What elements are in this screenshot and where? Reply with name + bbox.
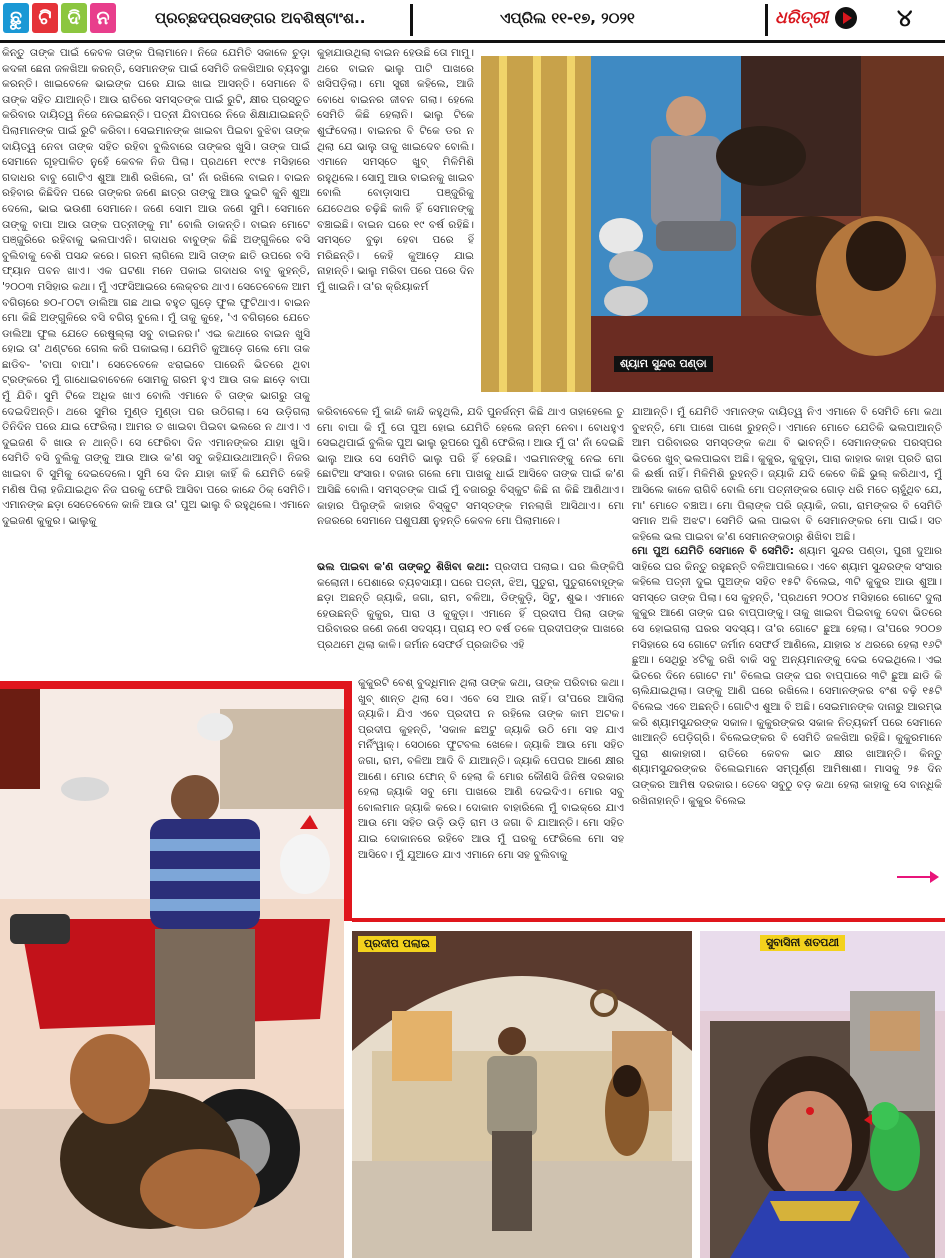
page-header xyxy=(0,0,945,43)
logo-letter-1: ଛୁ xyxy=(3,3,29,33)
logo-letter-3: ଦି xyxy=(61,3,87,33)
header-divider xyxy=(410,4,413,36)
publication-name: ଧରିତ୍ରୀ xyxy=(775,8,829,28)
article-column-1 xyxy=(2,46,310,674)
photo-pradeep-palai xyxy=(0,689,344,1258)
article-subsection-shyam xyxy=(632,544,942,916)
continue-arrow-icon xyxy=(897,876,935,878)
column-1-text: କିନ୍ତୁ ତାଙ୍କ ପାଇଁ କେବଳ ତାଙ୍କ ପିଲାମାନେ। ନିଜେ ଯେମିତି ସକାଳେ ଚୁଡ଼ା କଦଳୀ ଛେନା ଜଳଖିଆ କରନ୍ତି, ସେମାନଙ୍କ ପାଇଁ ସେମିତି ଜଳଖିଆର ବ୍ୟବସ୍ଥା କରନ୍ତି। ଖାଇବେଳେ ଭାଇଙ୍କ ଘରେ ଯାଇ ଖାଇ ଆସନ୍ତି। ସେମାନେ ବି ତାଙ୍କ ସହିତ ଯାଆନ୍ତି। ଆଉ ରାତିରେ ସମସ୍ତଙ୍କ ପାଇଁ ରୁଟି, କ୍ଷୀର ପ୍ରସ୍ତୁତ କରିବାର ଦାୟିତ୍ୱ ନିଜେ ନେଇଛନ୍ତି। ପତ୍ନୀ ଯିବାପରେ ନିଜେ ଶିକ୍ଷାଯାଇଛନ୍ତି ପିଲାମାନଙ୍କ ପାଇଁ ରୁଟି କରିବା। ସେଇମାନଙ୍କ ଖାଇବା ପିଇବା ବୁଝିବା ତାଙ୍କ ଦାୟିତ୍ୱ ନେବା ତାଙ୍କ ସହିତ ରହିବା ବୁଲିବାରେ ତାଙ୍କର ଖୁସି। ତାଙ୍କ ପାଇଁ ସେମାନେ ଗୃହପାଳିତ ନୁହେଁ କେବଳ ନିଜ ପିଲା। ପ୍ରଥମେ ୧୯୯୫ ମସିହାରେ ଗଦାଧର ବାବୁ ଗୋଟିଏ ଶୁଆ ଆଣି ରଖିଲେ, ତା' ନାଁ ରଖିଲେ ବାଇନ। ବାଇନ ରହିବାର କିଛିଦିନ ପରେ ତାଙ୍କର ଜଣେ ଛାତ୍ର ତାଙ୍କୁ ଆଉ ଦୁଇଟି କୁନି ଶୁଆ ଦେଲେ, ଭାଇ ଭଉଣୀ ସେମାନେ। ଜଣେ ସୋମ ଆଉ ଜଣେ ସୁମି। ସେମାନେ ତାଙ୍କୁ ବାପା ଆଉ ତାଙ୍କ ପତ୍ନୀଙ୍କୁ ମା' ବୋଲି ଡାକନ୍ତି। ବାଇନ ମୋଟେ ପଞ୍ଜୁରିରେ ରହିବାକୁ ଭଲପାଏନି। ଗଦାଧର ବାବୁଙ୍କ କିଛି ଅଙ୍ଗୁଳିରେ ବସି ବୁଲିବାକୁ ବେଶି ପସନ୍ଦ କରେ। ଗରମ ଲାଗିଲେ ଆସି ତାଙ୍କ ଛାତି ଉପରେ ବସି ଫ୍ୟାନ ପବନ ଖାଏ। ଏକ ଘଟଣା ମନେ ପକାଇ ଗଦାଧର ବାବୁ କୁହନ୍ତି, '୨୦୦୩ ମସିହାର କଥା। ମୁଁ ଏଫସିଆଇରେ ଲେକ୍ଚର ଥାଏ। ସେତେବେଳେ ଆମ ବଗିଚାରେ ୭୦-୮୦ଟା ଡାଲିଆ ଗଛ ଥାଇ ବହୁତ ଗୁଡ଼େ ଫୁଲ ଫୁଟିଥାଏ। ବାଇନ ମୋ କିଛି ଅଙ୍ଗୁଳିରେ ବସି ବଗିଚା ବୁଲେ। ମୁଁ ତାକୁ କୁହେ, 'ଏ ବଗିଚାରେ ଯେତେ ଡାଲିଆ ଫୁଲ ଯେତେ ରେଷୁଲ୍ଲା ସବୁ ବାଇନର।' ଏଇ କଥାରେ ବାଇନ ଖୁସି ହୋଇ ତା' ଥଣ୍ଟରେ ଗେଲ କରି ପକାଇଲା। ଯେମିତି କୁଆଡ଼େ ଗଲେ ମୋ ତାକ ଛାଡିବ- 'ବାପା ବାପା'। ସେତେବେଳେ ଝରାଇବେ ପାରେନି ଭିତରେ ଥିବା ଟ୍ରଙ୍କରେ ମୁଁ ଗାଧୋଇବାବେଳେ ସୋମକୁ ଗରମ ହୁଏ ଆଉ ତାକ ଛାଡ଼େ ବାପା ମୁଁ ଯିବି। ସୁମି ଟିକେ ଅଧିକ ଖାଏ ବୋଲି ଏମାନେ ବି ତାଙ୍କ ଭାଗରୁ ତାକୁ ଦେଇଦିଅନ୍ତି। ଥରେ ସୁମିର ମୁଣ୍ଡ ମୁଣ୍ଡା ପର ଉଠିଗଲା। ସେ ଉଡ଼ିଗଲା ତିନିଦିନ ପରେ ଯାଇ ଫେରିଲା। ଆମର ତ ଖାଇବା ପିଇବା ଭଲରେ ନ ଥାଏ। ଏ ଦୁଇଜଣ ବି ଖାଉ ନ ଥାନ୍ତି। ସେ ଫେରିବା ଦିନ ଏମାନଙ୍କର ଯାହା ଖୁସି। ସେମିତି ବସି ବୁଲିକୁ ତାଙ୍କୁ ଆଉ ଆଉ କ'ଣ ସବୁ କହିଯାଉଥାଆନ୍ତି। ନିଜର ଖାଇବା ବି ସୁମିକୁ ଦେଇଦେଲେ। ସୁମି ସେ ଦିନ ଯାହା କାହିଁ କି ଯେମିତି କେହି ମଣିଷ ପିଲା ହଜିଯାଇଥିବ ନିଜ ଘରକୁ ଫେରି ଆସିବା ପରେ କାନ୍ଦେ ଠିକ୍ ସେମିତି। ଏମାନଙ୍କ ଛଡ଼ା ସେତେବେଳେ କାଳି ଆଉ ତା' ପୁଅ ଭାଲୁ ବି ରହୁଥିଲେ। ଏମାନେ ଦୁଇଜଣ କୁକୁର। ଭାଲୁକୁ xyxy=(2,47,310,527)
subsection-text: ପ୍ରଦୀପ ପଲାଇ। ଘର ଲିଙ୍କିପି କଲୋନୀ। ପେଶାରେ ବ୍ୟବସାୟୀ। ଘରେ ପତ୍ନୀ, ଝିଅ, ପୁତୁରା, ପୁତୁରାବୋହୂଙ୍କ ଛଡ଼ା ଅଛନ୍ତି ଜ୍ୟାକି, ଜଗା, ରାମ, ବଳିଆ, ଡିଙ୍କୁଡ଼ି, ସିଟୁ, ଶୁଭ। ଏମାନେ ହେଉଛନ୍ତି କୁକୁର, ପାରା ଓ କୁକୁଡ଼ା। ଏମାନେ ହିଁ ପ୍ରଦୀପ ପିଲା ତାଙ୍କ ପରିବାରର ଜଣେ ଜଣେ ସଦସ୍ୟ। ପ୍ରାୟ ୧୦ ବର୍ଷ ତଳେ ପ୍ରଦୀପଙ୍କ ପାଖରେ ପ୍ରଥମେ ଥିଲା କାଳି। ଜର୍ମାନ ସେଫର୍ଡ ପ୍ରଜାତିର ଏହି xyxy=(317,561,624,651)
article-subsection-pradeep xyxy=(317,560,624,675)
man-on-bike-illustration xyxy=(0,689,344,1258)
article-column-2 xyxy=(317,46,474,404)
article-column-4 xyxy=(632,405,942,542)
woman-parrot-illustration xyxy=(700,931,945,1258)
photo-caption: ପ୍ରଦୀପ ପଲାଇ xyxy=(358,936,436,952)
column-2-continued-text: କରିବାବେଳେ ମୁଁ କାନ୍ଦି କାନ୍ଦି କହୁଥିଲି, ଯଦି ପୁନର୍ଜନ୍ମ କିଛି ଥାଏ ତାହାହେଲେ ତୁ ମୋ ବାପା କି ମୁଁ ତୋ ପୁଅ ହୋଇ ଯେମିତି ହେଲେ ଜନ୍ମ ନେବା। ବୋଧହୁଏ ସେଇଥିପାଇଁ ବୁଲିକ ପୁଅ ଭାଲୁ ରୂପରେ ପୁଣି ଫେରିଲା। ଆଉ ମୁଁ ତା' ନାଁ ଦେଇଛି ଭାଲୁ ଆଉ ସେ ସେମିତି ଭାଲୁ ପରି ହିଁ ହେଉଛି। ଏଇମାନଙ୍କୁ ନେଇ ମୋ ଛୋଟିଆ ସଂସାର। ବଜାର ଗଲେ ମୋ ପାଖକୁ ଧାଇଁ ଆସିବେ ତାଙ୍କ ପାଇଁ କ'ଣ ଆସିଛି ବୋଲି। ସମସ୍ତଙ୍କ ପାଇଁ ମୁଁ ବଜାରରୁ ବିସ୍କୁଟ କିଛି ନା କିଛି ଆଣିଥାଏ। କାହାର ପିଲୁଙ୍କି କାହାର ବିସ୍କୁଟ ସମସ୍ତଙ୍କ ମନଲାଖି ଆସିଥାଏ। ମୋ ନଜରରେ ସେମାନେ ପଶୁପକ୍ଷୀ ନୁହନ୍ତି କେବଳ ମୋ ପିଲାମାନେ। xyxy=(317,406,624,528)
photo-subasini-satapathy xyxy=(700,931,945,1258)
article-column-3 xyxy=(358,676,624,916)
column-2-text: କୁହାଯାଉଥିଲା ବାଇନ ହେଉଛି ତୋ ମାମୁ। ଥରେ ବାଇନ ଭାଲୁ ପାଟି ପାଖରେ ଖସିପଡ଼ିଲା। ମୋ ସ୍ତ୍ରୀ କହିଲେ, ଆଜି ବୋଧେ ବାଇନର ଜୀବନ ଗଲା। ହେଲେ ସେମିତି କିଛି ହେଲାନି। ଭାଲୁ ଟିକେ ଶୁଙ୍ଘିଦେଲା। ବାଇନର ବି ଟିକେ ଡର ନ ଥିଲା ଯେ ଭାଲୁ ତାକୁ ଖାଇଦେବ ବୋଲି। ଏମାନେ ସମସ୍ତେ ଖୁବ୍ ମିଳିମିଶି ରହୁଥିଲେ। ସୋମୁ ଆଉ ବାଇନକୁ ଖାଇବ ବୋଲି ବୋଡ଼ାସାପ ପଞ୍ଜୁରିକୁ ଯେତେଥର ଚଢ଼ିଛି କାଳି ହିଁ ସେମାନଙ୍କୁ ବଞ୍ଚାଇଛି। ବାଇନ ଘରେ ୧୯ ବର୍ଷ ରହିଛି। ସମସ୍ତେ ବୁଢ଼ା ହେବା ପରେ ହିଁ ମରିଛନ୍ତି। କେହି କୁଆଡ଼େ ଯାଇ ନାହାନ୍ତି। ଭାଲୁ ମରିବା ପରେ ପରେ ଦିନ ମୁଁ ଖାଇନି। ତା'ର କ୍ରିୟାକର୍ମ xyxy=(317,47,474,293)
subsection-heading: ଭଲ ପାଇବା କ'ଣ ତାଙ୍କଠୁ ଶିଖିବା କଥା: xyxy=(317,561,490,573)
page-number: ୪ xyxy=(897,4,913,32)
photo-caption: ଶ୍ୟାମ ସୁନ୍ଦର ପଣ୍ଡା xyxy=(614,356,713,372)
column-3-text: କୁକୁରଟି ବେଶ୍ ବୁଦ୍ଧିମାନ ଥିଲା ତାଙ୍କ କଥା, ତାଙ୍କ ପରିବାର କଥା। ଖୁବ୍ ଶାନ୍ତ ଥିଲା ସେ। ଏବେ ସେ ଆଉ ନାହିଁ। ତା'ପରେ ଆସିଲା ଜ୍ୟାକି। ଯିଏ ଏବେ ପ୍ରଦୀପ ନ ରହିଲେ ତାଙ୍କ କାମ ଅଟକ। ପ୍ରଦୀପ କୁହନ୍ତି, 'ସକାଳ ଛଅଟୁ ଜ୍ୟାକି ଉଠି ମୋ ସହ ଯାଏ ମର୍ନିଂୱାକ୍। ସେଠାରେ ଫୁଟବଲ ଖେଳେ। ଜ୍ୟାକି ଆଉ ମୋ ସହିତ ଜଗା, ରାମ, ବଳିଆ ଆଦି ବି ଯାଆନ୍ତି। ଜ୍ୟାକି ପେପର ଆଣେ କ୍ଷୀର ଆଣେ। ମୋର ଫୋନ୍ ବି ହେଲା କି ମୋର କୌଣସି ଜିନିଷ ଦରକାର ହେଲା ଜ୍ୟାକି ସବୁ ମୋ ପାଖରେ ଆଣି ଦେଇଦିଏ। ମୋର ସବୁ ବୋଲମାନ ଜ୍ୟାକି କରେ। ଦୋକାନ ବାହାରିଲେ ମୁଁ ବାଇକ୍‌ରେ ଯାଏ ଆଉ ମୋ ସହିତ ଉଡ଼ି ଉଡ଼ି ରାମ ଓ ଜଗା ବି ଯାଆନ୍ତି। ମୋ ସହିତ ଯାଇ ଦୋକାନରେ ରହିବେ ଆଉ ମୁଁ ଘରକୁ ଫେରିଲେ ମୋ ସହ ଆସିବେ। ମୁଁ ଯୁଆଡେ ଯାଏ ଏମାନେ ମୋ ସହ ବୁଲିବାକୁ xyxy=(358,677,624,861)
header-divider xyxy=(765,4,768,36)
publication-logo xyxy=(775,5,865,33)
play-icon xyxy=(835,7,857,29)
logo-letter-2: ଟି xyxy=(32,3,58,33)
photo-caption: ସୁବାସିନୀ ଶତପଥୀ xyxy=(760,935,845,951)
section-title: ପ୍ରଚ୍ଛଦପ୍ରସଙ୍ଗର ଅବଶିଷ୍ଟାଂଶ.. xyxy=(155,9,366,27)
article-column-2-continued xyxy=(317,405,624,557)
photo-shyam-sundar-panda xyxy=(481,56,944,392)
dogs-with-man-illustration xyxy=(481,56,944,392)
column-4-text: ଯାଆନ୍ତି। ମୁଁ ଯେମିତି ଏମାନଙ୍କ ଦାୟିତ୍ୱ ନିଏ ଏମାନେ ବି ସେମିତି ମୋ କଥା ବୁଝନ୍ତି, ମୋ ପାଖେ ପାଖେ ରୁହନ୍ତି। ଏମାନେ ମୋତେ ଯେତିକି ଭଲପାଆନ୍ତି ଆମ ପରିବାରର ସମସ୍ତଙ୍କ କଥା ବି ଭାବନ୍ତି। ସେମାନଙ୍କର ପରସ୍ପର ଭିତରେ ଖୁବ୍ ଭଲପାଇବା ଅଛି। କୁକୁର, କୁକୁଡ଼ା, ପାରା କାହାର କାହା ପ୍ରତି ରାଗ କି ଈର୍ଷା ନାହିଁ। ମିଳିମିଶି ରୁହନ୍ତି। ଜ୍ୟାକି ଯଦି କେବେ କିଛି ଭୁଲ୍ କରିଥାଏ, ମୁଁ ଆସିଲେ କାଳେ ରାଗିବି ବୋଲି ମୋ ପତ୍ନୀଙ୍କର ଗୋଡ଼ ଧରି ମତେ ଚାହୁଁଥିବ ଯେ, ମା' ମୋତେ ବଞ୍ଚାଅ। ମୋ ପିଲାଙ୍କ ପରି ଜ୍ୟାକି, ଜଗା, ରାମଙ୍କର ବି ସେମିତି ସମାନ ଅଳି ଅଝଟ। ସେମିତି ଭଲ ପାଇବା ବି ସେମାନଙ୍କର ମୋ ପାଇଁ। ସତ କହିଲେ ଭଲ ପାଇବା କ'ଣ ସେମାନଙ୍କଠାରୁ ଶିଖିବା ଅଛି। xyxy=(632,406,942,542)
logo-letter-4: ନ xyxy=(90,3,116,33)
dog-jumping-illustration xyxy=(352,931,692,1258)
subsection-heading: ମୋ ପୁଅ ଯେମିତି ସେମାନେ ବି ସେମିତି: xyxy=(632,545,794,557)
photo-dog-jumping xyxy=(352,931,692,1258)
section-rule xyxy=(352,918,945,922)
subsection-text: ଶ୍ୟାମ ସୁନ୍ଦର ପଣ୍ଡା, ପୁରୀ ଦୁଆର ସାହିରେ ଘର କିନ୍ତୁ ରହୁଛନ୍ତି ବଳିଆପାଲରେ। ଏବେ ଶ୍ୟାମ ସୁନ୍ଦରଙ୍କ ସଂସାର କହିଲେ ପତ୍ନୀ ଦୁଇ ପୁଅଙ୍କ ସହିତ ୧୫ଟି ବିଲେଇ, ୩ଟି କୁକୁର ଆଉ ଶୁଆ। ସମସ୍ତେ ତାଙ୍କ ପିଲା। ସେ କୁହନ୍ତି, 'ପ୍ରଥମେ ୨୦୦୪ ମସିହାରେ ଗୋଟେ ଦୁଲା କୁକୁର ଆଣେ ତାଙ୍କ ଘର ବାପ୍ପାଙ୍କୁ। ତାକୁ ଖାଇବା ପିଇବାକୁ ଦେବା ଭିତରେ ସେ ହୋଇଗଲା ଘରର ସଦସ୍ୟ। ତା'ର ଗୋଟେ ଛୁଆ ହେଲା। ତା'ପରେ ୨୦୦୭ ମସିହାରେ ସେ ଗୋଟେ ଜର୍ମାନ ସେଫର୍ଡ ଆଣିଲେ, ଯାହାର ୪ ଥରରେ ହେଲା ୧୬ଟି ଛୁଆ। ସେଥିରୁ ୪ଟିକୁ ରଖି ବାକି ସବୁ ଅନ୍ୟମାନଙ୍କୁ ଦେଇ ଦେଇଥିଲେ। ଏଇ ଭିତରେ ଦିନେ ଗୋଟେ ମା' ବିଲେଇ ତାଙ୍କ ଘର ବାପ୍ପାରେ ୩ଟି ଛୁଆ ଛାଡି କି ଚାଲିଯାଇଥିଲା। ତାଙ୍କୁ ଆଣି ଘରେ ରଖିଲେ। ସେମାନଙ୍କର ବଂଶ ବଢ଼ି ୧୫ଟି ବିଲେଇ ଏବେ ଅଛନ୍ତି। ଗୋଟିଏ ଶୁଆ ବି ଅଛି। ସେଇମାନଙ୍କ ଦାନାରୁ ଆରମ୍ଭ କରି ଶ୍ୟାମସୁନ୍ଦରଙ୍କ ସକାଳ। କୁକୁରଙ୍କର ସକାଳ ନିତ୍ୟକର୍ମ ପରେ ସେମାନେ ଖାଆନ୍ତି ପେଡ଼ିଗ୍ରି। ବିଲେଇଙ୍କର ବି ସେମିତି ଜଳଖିଆ ରହିଛି। କୁକୁରମାନେ ପୁରା ଶାକାହାରୀ। ରାତିରେ କେବଳ ଭାତ କ୍ଷୀର ଖାଆନ୍ତି। କିନ୍ତୁ ଶ୍ୟାମସୁନ୍ଦରଙ୍କର ବିଲେଇମାନେ ସମ୍ପୂର୍ଣ୍ଣ ଆମିଷାଶୀ। ମାସକୁ ୨୫ ଦିନ ତାଙ୍କର ଆମିଷ ଦରକାର। ତେବେ ସବୁଠୁ ବଡ଼ କଥା ହେଲା କାହାକୁ ସେ ବାନ୍ଧିକି ରଖିନାହାନ୍ତି। କୁକୁର ବିଲେଇ xyxy=(632,545,942,807)
issue-date: ଏପ୍ରିଲ ୧୧-୧୭, ୨୦୨୧ xyxy=(500,9,635,27)
